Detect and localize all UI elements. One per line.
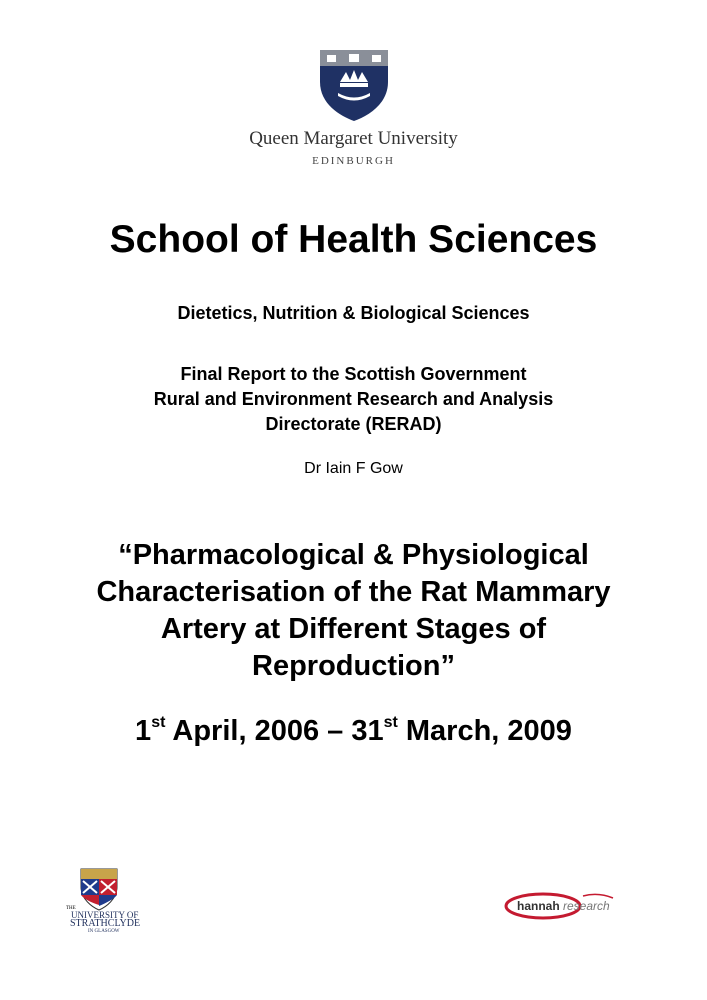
strathclyde-the-text: THE — [66, 906, 76, 911]
project-title-line-3: Artery at Different Stages of — [160, 613, 547, 645]
strathclyde-crest-icon — [78, 865, 120, 911]
hannah-logo-word-hannah: hannah — [517, 899, 560, 913]
project-period — [0, 715, 707, 748]
project-title-line-4: Reproduction” — [252, 650, 455, 682]
strathclyde-university-of-text: UNIVERSITY OF — [71, 910, 139, 920]
author: Dr Iain F Gow — [304, 460, 403, 477]
university-name: Queen Margaret University — [249, 128, 458, 149]
period-start-suffix: st — [151, 714, 166, 732]
strathclyde-name-text: STRATHCLYDE — [70, 918, 141, 929]
report-line-2: Rural and Environment Research and Analysis — [153, 389, 554, 409]
period-end-suffix: st — [383, 714, 398, 732]
department-line: Dietetics, Nutrition & Biological Sciences — [177, 303, 530, 323]
strathclyde-city-text: IN GLASGOW — [88, 929, 120, 934]
period-end: March, 2009 — [397, 715, 572, 747]
project-title-line-1: “Pharmacological & Physiological — [118, 539, 589, 571]
university-city: EDINBURGH — [312, 155, 395, 167]
hannah-logo-word-research: research — [563, 899, 610, 913]
school-title: School of Health Sciences — [109, 218, 598, 261]
period-start-day: 1 — [135, 715, 152, 747]
report-line-3: Directorate (RERAD) — [265, 414, 442, 434]
qmu-crest-icon — [316, 46, 392, 122]
project-title-line-2: Characterisation of the Rat Mammary — [96, 576, 611, 608]
period-middle: April, 2006 – 31 — [165, 715, 384, 747]
report-line-1: Final Report to the Scottish Government — [180, 364, 527, 384]
